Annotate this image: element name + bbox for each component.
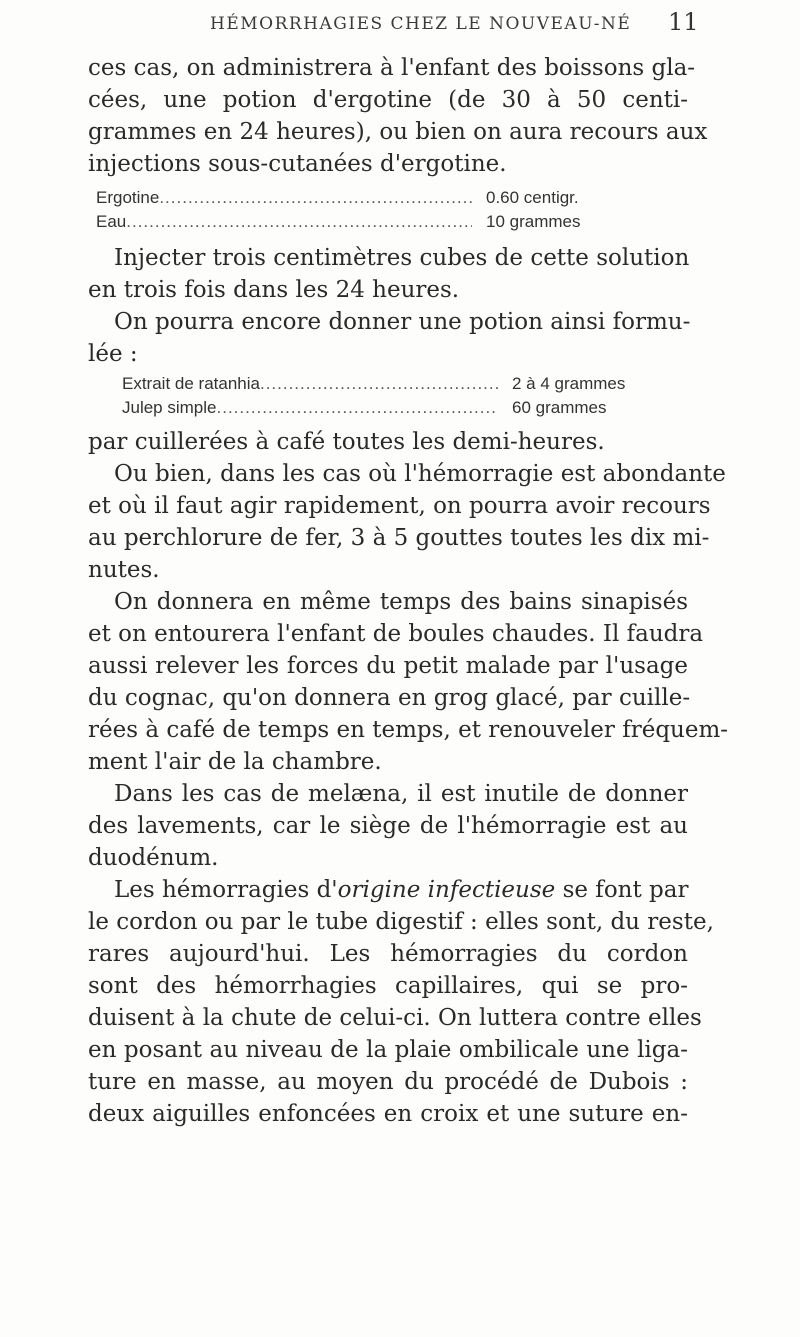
text-run: Les hémorragies d' (114, 877, 338, 903)
page-number: 11 (668, 8, 699, 36)
text-line: grammes en 24 heures), ou bien on aura recours aux (88, 119, 708, 145)
prescription-ergotine (88, 186, 656, 234)
ingredient-name: Extrait de ratanhia (122, 374, 260, 393)
dot-leader (217, 396, 499, 420)
text-line: injections sous-cutanées d'ergotine. (88, 151, 507, 177)
prescription-row (122, 372, 682, 396)
text-line: rées à café de temps en temps, et renouveler fréquem- (88, 717, 729, 743)
italic-phrase: origine infectieuse (337, 877, 556, 903)
text-line: en trois fois dans les 24 heures. (88, 277, 460, 303)
text-line: des lavements, car le siège de l'hémorragie est au (88, 813, 688, 839)
ingredient-name: Ergotine (96, 188, 160, 207)
text-line: ces cas, on administrera à l'enfant des boissons gla- (88, 55, 696, 81)
text-line: Dans les cas de melæna, il est inutile de donner (114, 781, 688, 807)
prescription-ratanhia (88, 372, 682, 420)
text-line: deux aiguilles enfoncées en croix et une suture en- (88, 1101, 688, 1127)
text-line: cées, une potion d'ergotine (de 30 à 50 centi- (88, 87, 688, 113)
text-line: On donnera en même temps des bains sinapisés (114, 589, 688, 615)
text-line: rares aujourd'hui. Les hémorragies du cordon (88, 941, 688, 967)
dot-leader (126, 210, 472, 234)
dot-leader (159, 186, 472, 210)
paragraph (88, 242, 688, 306)
text-line: le cordon ou par le tube digestif : elles sont, du reste, (88, 909, 714, 935)
text-line: au perchlorure de fer, 3 à 5 gouttes toutes les dix mi- (88, 525, 710, 551)
text-line: du cognac, qu'on donnera en grog glacé, par cuille- (88, 685, 691, 711)
text-line: par cuillerées à café toutes les demi-heures. (88, 429, 605, 455)
text-line: On pourra encore donner une potion ainsi formu- (114, 309, 691, 335)
text-line: ture en masse, au moyen du procédé de Dubois : (88, 1069, 688, 1095)
running-title: HÉMORRHAGIES CHEZ LE NOUVEAU-NÉ (210, 14, 632, 34)
ingredient-quantity: 2 à 4 grammes (512, 374, 626, 393)
text-line: Ou bien, dans les cas où l'hémorragie est abondante (114, 461, 726, 487)
text-line: duisent à la chute de celui-ci. On luttera contre elles (88, 1005, 702, 1031)
text-line (88, 874, 688, 906)
prescription-row (122, 396, 682, 420)
paragraph (88, 306, 691, 370)
ingredient-quantity: 0.60 centigr. (486, 188, 579, 207)
paragraph (88, 874, 714, 1130)
text-line: Injecter trois centimètres cubes de cette solution (114, 245, 690, 271)
text-line: nutes. (88, 557, 160, 583)
paragraph (88, 426, 688, 458)
dot-leader (260, 372, 498, 396)
body-text (88, 52, 729, 1130)
paragraph (88, 458, 726, 586)
prescription-row (96, 186, 656, 210)
text-line: aussi relever les forces du petit malade par l'usage (88, 653, 688, 679)
text-run: se font par (555, 877, 689, 903)
ingredient-quantity: 60 grammes (512, 398, 607, 417)
text-line: et où il faut agir rapidement, on pourra avoir recours (88, 493, 711, 519)
paragraph (88, 778, 688, 874)
text-line: ment l'air de la chambre. (88, 749, 382, 775)
text-line: et on entourera l'enfant de boules chaudes. Il faudra (88, 621, 704, 647)
prescription-row (96, 210, 656, 234)
text-line: lée : (88, 341, 138, 367)
text-line: sont des hémorrhagies capillaires, qui se pro- (88, 973, 688, 999)
ingredient-name: Julep simple (122, 398, 217, 417)
text-line: duodénum. (88, 845, 219, 871)
paragraph (88, 586, 729, 778)
ingredient-name: Eau (96, 212, 127, 231)
ingredient-quantity: 10 grammes (486, 212, 581, 231)
text-line: en posant au niveau de la plaie ombilicale une liga- (88, 1037, 688, 1063)
paragraph-continuation (88, 52, 708, 180)
